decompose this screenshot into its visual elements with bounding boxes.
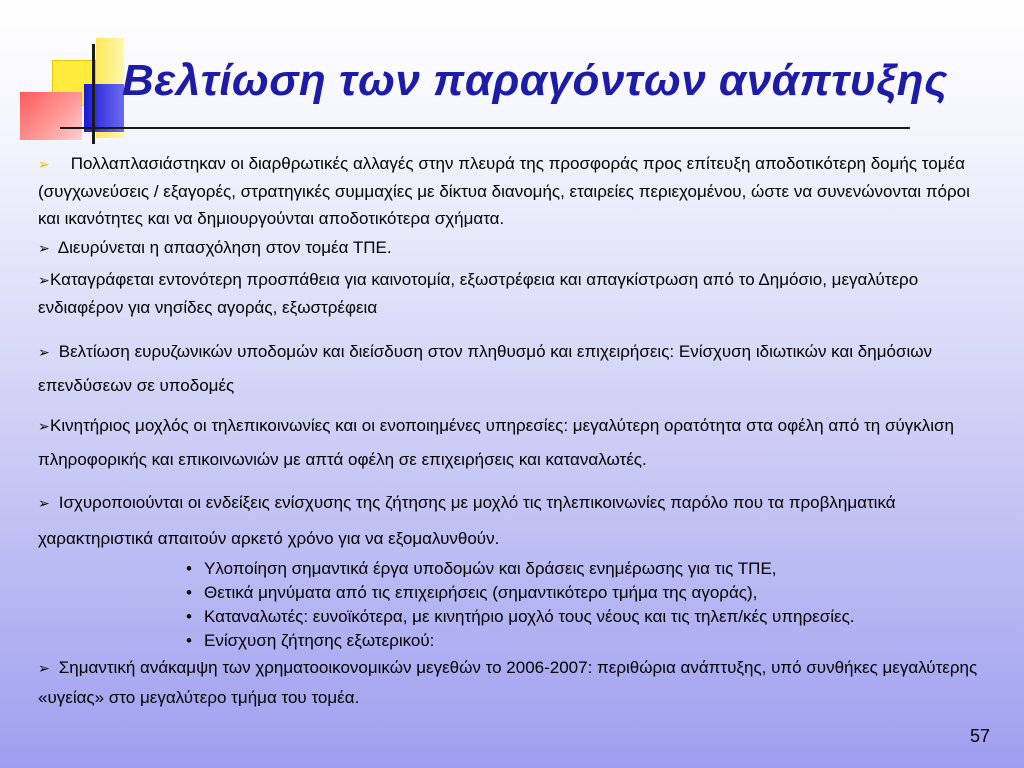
paragraph-text: Διευρύνεται η απασχόληση στον τομέα ΤΠΕ. [57, 238, 392, 257]
paragraph-text: Ισχυροποιούνται οι ενδείξεις ενίσχυσης της ζήτησης με μοχλό τις τηλεπικοινωνίες παρόλο που τα προβληματικά χαρακτηριστικά απαιτούν αρκετό χρόνο για να εξομαλυνθούν. [38, 493, 896, 548]
paragraph-2 [38, 234, 988, 262]
arrow-bullet-icon: ➢ [38, 272, 50, 288]
slide-title: Βελτίωση των παραγόντων ανάπτυξης [122, 56, 948, 105]
arrow-bullet-icon: ➢ [38, 660, 50, 676]
title-underline [60, 127, 910, 129]
list-item: • Θετικά μηνύματα από τις επιχειρήσεις (σημαντικότερο τμήμα της αγοράς), [186, 581, 988, 605]
paragraph-text: Κινητήριος μοχλός οι τηλεπικοινωνίες και οι ενοποιημένες υπηρεσίες: μεγαλύτερη ορατότητα στα οφέλη από τη σύγκλιση πληροφορικής και επικοινωνιών με απτά οφέλη σε επιχειρήσεις και καταναλωτές. [38, 416, 954, 469]
paragraph-text: Σημαντική ανάκαμψη των χρηματοοικονομικών μεγεθών το 2006-2007: περιθώρια ανάπτυξης, υπό συνθήκες μεγαλύτερης «υγείας» στο μεγαλύτερο τμήμα του τομέα. [38, 658, 978, 707]
paragraph-4 [38, 335, 988, 403]
list-item: • Καταναλωτές: ευνοϊκότερα, με κινητήριο μοχλό τους νέους και τις τηλεπ/κές υπηρεσίες. [186, 605, 988, 629]
paragraph-1 [38, 150, 988, 232]
arrow-bullet-icon: ➢ [38, 344, 50, 360]
bullet-list [38, 557, 988, 653]
slide-body [38, 150, 988, 717]
list-item: • Υλοποίηση σημαντικά έργα υποδομών και δράσεις ενημέρωσης για τις ΤΠΕ, [186, 557, 988, 581]
list-item: • Ενίσχυση ζήτησης εξωτερικού: [186, 629, 988, 653]
paragraph-text: Βελτίωση ευρυζωνικών υποδομών και διείσδυση στον πληθυσμό και επιχειρήσεις: Ενίσχυση ιδιωτικών και δημόσιων επενδύσεων σε υποδομές [38, 342, 933, 395]
arrow-bullet-icon: ➢ [38, 156, 50, 172]
paragraph-text: Καταγράφεται εντονότερη προσπάθεια για καινοτομία, εξωστρέφεια και απαγκίστρωση από το Δημόσιο, μεγαλύτερο ενδιαφέρον για νησίδες αγοράς, εξωστρέφεια [38, 270, 919, 317]
page-number: 57 [969, 726, 990, 746]
paragraph-6 [38, 485, 988, 557]
arrow-bullet-icon: ➢ [38, 240, 50, 256]
paragraph-5 [38, 409, 988, 477]
arrow-bullet-icon: ➢ [38, 418, 50, 434]
arrow-bullet-icon: ➢ [38, 495, 50, 511]
paragraph-3 [38, 266, 988, 321]
paragraph-text: Πολλαπλασιάστηκαν οι διαρθρωτικές αλλαγές στην πλευρά της προσφοράς προς επίτευξη αποδοτικότερη δομής τομέα (συγχωνεύσεις / εξαγορές, στρατηγικές συμμαχίες με δίκτυα διανομής, εταιρείες περιεχομένου, ώστε να συνενώνονται πόροι και ικανότητες και να δημιουργούνται αποδοτικότερα σχήματα. [38, 154, 970, 228]
paragraph-7 [38, 653, 988, 713]
